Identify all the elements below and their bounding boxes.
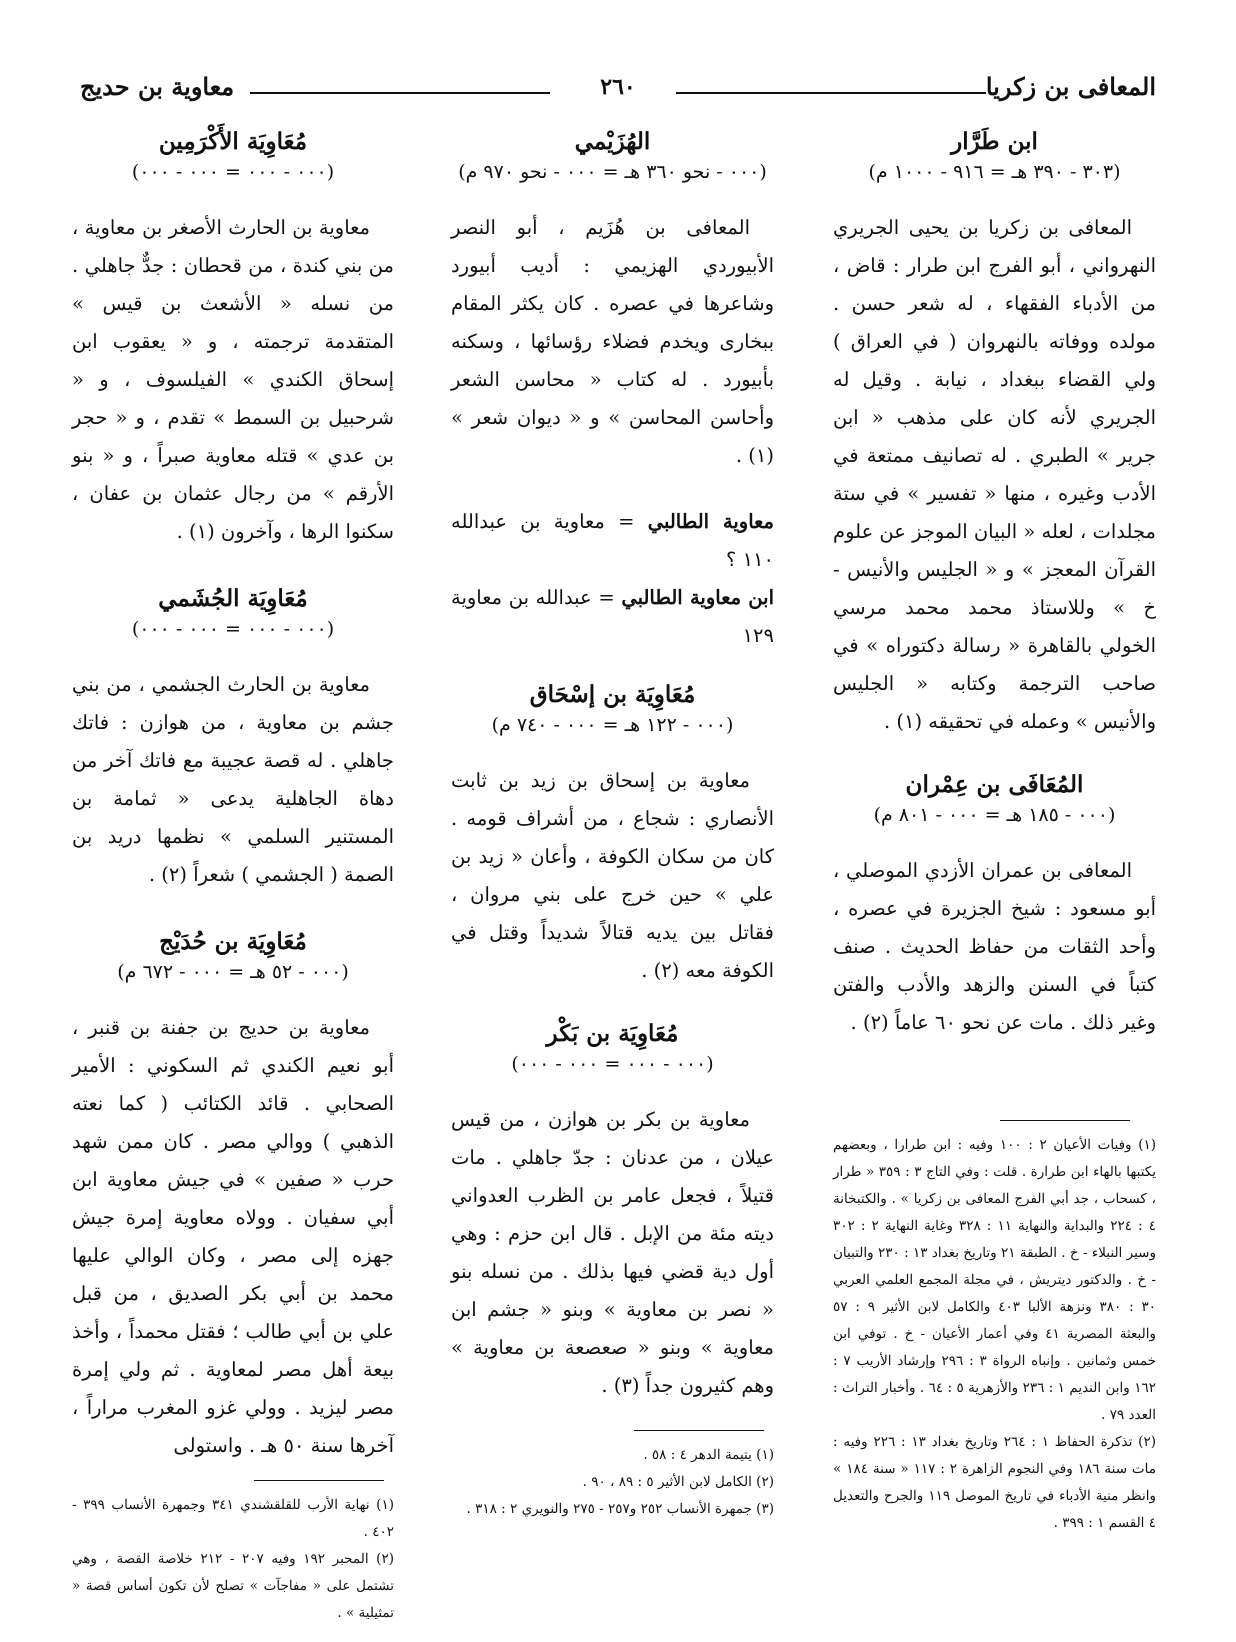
- column-right: [833, 128, 1156, 1070]
- entry: [451, 1020, 774, 1405]
- entry-name: ابن طَرَّار: [951, 128, 1038, 155]
- entry-body: معاوية بن الحارث الأصغر بن معاوية ، من بني كندة ، من قحطان : جدٌّ جاهلي . من نسله « الأشعث بن قيس » المتقدمة ترجمته ، و « يعقوب ابن إسحاق الكندي » الفيلسوف ، و « شرحبيل بن السمط » تقدم ، و « حجر بن عدي » قتله معاوية صبراً ، و « بنو الأرقم » من رجال عثمان بن عفان ، سكنوا الرها ، وآخرون (١) .: [72, 216, 394, 543]
- entry-body: معاوية بن الحارث الجشمي ، من بني جشم بن معاوية ، من هوازن : فاتك جاهلي . له قصة عجيبة مع فاتك آخر من دهاة الجاهلية يدعى « ثمامة بن المستنير السلمي » نظمها دريد بن الصمة ( الجشمي ) شعراً (٢) .: [72, 673, 394, 886]
- entry-dates: (٠٠٠ - ٠٠٠ = ٠٠٠ - ٠٠٠): [511, 1053, 714, 1075]
- entry-dates: (٠٠٠ - ٠٠٠ = ٠٠٠ - ٠٠٠): [131, 618, 335, 640]
- entry-name: الهُزَيْمي: [574, 128, 651, 155]
- footnote: (٣) جمهرة الأنساب ٢٥٢ و٢٥٧ - ٢٧٥ والنويري ٢ : ٣١٨ .: [466, 1501, 774, 1517]
- entry-dates: (٠٠٠ - ٥٢ هـ = ٠٠٠ - ٦٧٢ م): [117, 961, 349, 983]
- entry-body: المعافى بن هُزَيم ، أبو النصر الأبيوردي الهزيمي : أديب أبيورد وشاعرها في عصره . كان يكثر المقام ببخارى ويخدم فضلاء رؤسائها ، وسكنه بأبيورد . له كتاب « محاسن الشعر وأحاسن المحاسن » و « ديوان شعر » (١) .: [451, 216, 774, 467]
- entry-name: مُعَاوِيَة بن حُدَيْج: [159, 928, 307, 955]
- footnote: (١) وفيات الأعيان ٢ : ١٠٠ وفيه : ابن طرارا ، وبعضهم يكتبها بالهاء ابن طرارة . قلت : وفي التاج ٣ : ٣٥٩ « طرار ، كسحاب ، جد أبي الفرج المعافى بن زكريا » . والكتبخانة ٤ : ٢٢٤ والبداية والنهاية ١١ : ٣٢٨ وغاية النهاية ٢ : ٣٠٢ وسير النبلاء - خ . الطبقة ٢١ وتاريخ بغداد ١٣ : ٢٣٠ والتبيان - خ . والدكتور ديتريش ، في مجلة المجمع العلمي العربي ٣٠ : ٣٨٠ ونزهة الألبا ٤٠٣ والكامل لابن الأثير ٩ : ٥٧ والبعثة المصرية ٤١ وفي أعمار الأعيان - خ . توفي ابن خمس وثمانين . وإنباه الرواة ٣ : ٢٩٦ وإرشاد الأريب ٧ : ١٦٢ وابن النديم ١ : ٢٣٦ والأزهرية ٥ : ٦٤ . وأخبار التراث : العدد ٧٩ .: [833, 1137, 1157, 1423]
- entry-dates: (٠٠٠ - ١٢٢ هـ = ٠٠٠ - ٧٤٠ م): [491, 714, 734, 736]
- xref-term: معاوية الطالبي: [647, 510, 774, 533]
- entry-name: مُعَاوِيَة بن بَكْر: [546, 1020, 679, 1047]
- entry-body: المعافى بن زكريا بن يحيى الجريري النهرواني ، أبو الفرج ابن طرار : قاض ، من الأدباء الفقهاء ، له شعر حسن . مولده ووفاته بالنهروان ( في العراق ) ولي القضاء ببغداد ، نيابة . وقيل له الجريري لأنه كان على مذهب « ابن جرير » الطبري . له تصانيف ممتعة في الأدب وغيره ، منها « تفسير » في ستة مجلدات ، لعله « البيان الموجز عن علوم القرآن المعجز » و « الجليس والأنيس - خ » وللاستاذ محمد محمد مرسي الخولي بالقاهرة « رسالة دكتوراه » في صاحب الترجمة وكتابه « الجليس والأنيس » وعمله في تحقيقه (١) .: [833, 216, 1156, 733]
- entry-name: المُعَافَى بن عِمْران: [905, 771, 1084, 798]
- entry: [833, 771, 1156, 1042]
- footnotes-right: [833, 1132, 1156, 1537]
- xref-text: = عبدالله بن معاوية ١٢٩: [451, 586, 774, 647]
- column-left: [72, 128, 394, 1493]
- xref-term: ابن معاوية الطالبي: [621, 586, 774, 609]
- entry: [72, 128, 394, 551]
- entry: [72, 585, 394, 894]
- entry: [72, 928, 394, 1465]
- running-head-right: المعافى بن زكريا: [985, 72, 1156, 101]
- running-head-left: معاوية بن حديج: [80, 72, 235, 101]
- page-number: ٢٦٠: [600, 74, 636, 100]
- header-rule-right: [676, 92, 986, 94]
- entry-body: معاوية بن بكر بن هوازن ، من قيس عيلان ، من عدنان : جدّ جاهلي . مات قتيلاً ، فجعل عامر بن الظرب العدواني ديته مئة من الإبل . قال ابن حزم : وهي أول دية قضي فيها بذلك . من نسله بنو « نصر بن معاوية » وبنو « جشم ابن معاوية » وبنو « صعصعة بن معاوية » وهم كثيرون جداً (٣) .: [451, 1108, 774, 1397]
- footnote: (٢) المحبر ١٩٢ وفيه ٢٠٧ - ٢١٢ خلاصة القصة ، وهي تشتمل على « مفاجآت » تصلح لأن تكون أساس قصة « تمثيلية » .: [72, 1551, 394, 1621]
- entry: [833, 128, 1156, 741]
- entry: [451, 128, 774, 475]
- entry-name: مُعَاوِيَة الجُشَمي: [158, 585, 308, 612]
- header-rule-left: [250, 92, 550, 94]
- footnote: (١) يتيمة الدهر ٤ : ٥٨ .: [643, 1447, 774, 1463]
- cross-reference: [451, 503, 774, 655]
- entry-dates: (٣٠٣ - ٣٩٠ هـ = ٩١٦ - ١٠٠٠ م): [868, 161, 1121, 183]
- footnote-rule-middle: [634, 1430, 764, 1431]
- footnote-rule-left: [254, 1480, 384, 1481]
- entry-dates: (٠٠٠ - ١٨٥ هـ = ٠٠٠ - ٨٠١ م): [873, 804, 1116, 826]
- entry-dates: (٠٠٠ - نحو ٣٦٠ هـ = ٠٠٠ - نحو ٩٧٠ م): [458, 161, 767, 183]
- entry-body: معاوية بن حديج بن جفنة بن قنبر ، أبو نعيم الكندي ثم السكوني : الأمير الصحابي . قائد الكتائب ( كما نعته الذهبي ) ووالي مصر . كان ممن شهد حرب « صفين » في جيش معاوية ابن أبي سفيان . وولاه معاوية إمرة جيش جهزه إلى مصر ، وكان الوالي عليها محمد بن أبي بكر الصديق ، من قبل علي بن أبي طالب ؛ فقتل محمداً ، وأخذ بيعة أهل مصر لمعاوية . ثم ولي إمرة مصر ليزيد . وولي غزو المغرب مراراً ، آخرها سنة ٥٠ هـ . واستولى: [72, 1016, 394, 1457]
- column-middle: [451, 128, 774, 1433]
- footnote: (٢) تذكرة الحفاظ ١ : ٢٦٤ وتاريخ بغداد ١٣ : ٢٢٦ وفيه : مات سنة ١٨٦ وفي النجوم الزاهرة ٢ : ١١٧ « سنة ١٨٤ » وانظر منية الأدباء في تاريخ الموصل ١١٩ والجرح والتعديل ٤ القسم ١ : ٣٩٩ .: [833, 1434, 1156, 1531]
- entry-body: معاوية بن إسحاق بن زيد بن ثابت الأنصاري : شجاع ، من أشراف قومه . كان من سكان الكوفة ، وأعان « زيد بن علي » حين خرج على بني مروان ، فقاتل بين يديه قتالاً شديداً وقتل في الكوفة معه (٢) .: [451, 769, 774, 982]
- footnote-rule-right: [1000, 1120, 1130, 1121]
- footnote: (١) نهاية الأرب للقلقشندي ٣٤١ وجمهرة الأنساب ٣٩٩ - ٤٠٢ .: [72, 1497, 394, 1540]
- footnotes-middle: [451, 1442, 774, 1523]
- page-header: [80, 72, 1156, 108]
- entry-dates: (٠٠٠ - ٠٠٠ = ٠٠٠ - ٠٠٠): [131, 161, 335, 183]
- entry-name: مُعَاوِيَة بن إسْحَاق: [529, 681, 696, 708]
- entry-body: المعافى بن عمران الأزدي الموصلي ، أبو مسعود : شيخ الجزيرة في عصره ، وأحد الثقات من حفاظ الحديث . صنف كتباً في السنن والزهد والأدب والفتن وغير ذلك . مات عن نحو ٦٠ عاماً (٢) .: [833, 859, 1156, 1034]
- entry-name: مُعَاوِيَة الأَكْرَمِين: [158, 128, 308, 155]
- footnote: (٢) الكامل لابن الأثير ٥ : ٨٩ ، ٩٠ .: [582, 1474, 774, 1490]
- entry: [451, 681, 774, 990]
- footnotes-left: [72, 1492, 394, 1627]
- xref-text: = معاوية بن عبدالله ١١٠ ؟: [451, 510, 774, 571]
